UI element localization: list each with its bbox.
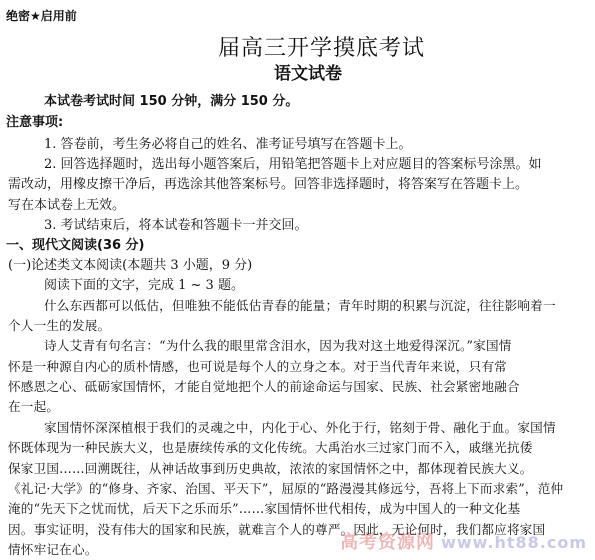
watermark-logo [340, 528, 587, 554]
passage-line: 情怀牢记在心。 [8, 541, 98, 557]
confidential-label: 绝密★启用前 [6, 9, 77, 23]
notes-heading: 注意事项: [6, 115, 64, 131]
passage-line: 怀是一种源自内心的质朴情感，也可说是每个人的立身之本。对于当代青年来说，只有常 [8, 358, 507, 374]
note-item-3: 3. 考试结束后，将本试卷和答题卡一并交回。 [44, 218, 308, 234]
note-item-2-line-1: 2. 回答选择题时，选出每小题答案后，用铅笔把答题卡上对应题目的答案标号涂黑。如 [44, 156, 542, 172]
watermark-url: www.ht88.com [441, 533, 587, 552]
reading-instruction: 阅读下面的文字，完成 1 ~ 3 题。 [44, 278, 244, 294]
passage-line: 《礼记·大学》的“修身、齐家、治国、平天下”，屈原的“路漫漫其修远兮，吾将上下而求索”，范仲 [8, 480, 564, 496]
passage-line: 保家卫国……回溯既往，从神话故事到历史典故，浓浓的家国情怀之中，都体现着民族大义。 [8, 460, 533, 476]
watermark-site: 高考资源网 [340, 532, 436, 553]
exam-title: 届高三开学摸底考试 [218, 36, 426, 61]
section-1-heading: 一、现代文阅读(36 分) [6, 238, 145, 254]
exam-info: 本试卷考试时间 150 分钟，满分 150 分。 [44, 94, 299, 109]
passage-line: 家国情怀深深植根于我们的灵魂之中，内化于心、外化于行，铭刻于骨、融化于血。家国情 [44, 419, 556, 435]
passage-line: 怀感恩之心、砥砺家国情怀，才能自觉地把个人的前途命运与国家、民族、社会紧密地融合 [8, 379, 520, 395]
passage-line: 诗人艾青有句名言：“为什么我的眼里常含泪水，因为我对这土地爱得深沉。”家国情 [44, 338, 512, 354]
section-1-part-1: (一)论述类文本阅读(本题共 3 小题，9 分) [8, 257, 253, 273]
exam-subtitle: 语文试卷 [274, 64, 342, 84]
note-item-2-line-3: 写在本试卷上无效。 [8, 197, 126, 213]
note-item-1: 1. 答卷前，考生务必将自己的姓名、准考证号填写在答题卡上。 [44, 136, 412, 152]
passage-line: 怀既体现为一种民族大义，也是赓续传承的文化传统。大禹治水三过家门而不入，戚继光抗倭 [8, 440, 533, 456]
passage-line: 因。事实证明，没有伟大的国家和民族，就难言个人的尊严。因此，无论何时，我们都应将家国 [8, 521, 546, 537]
passage-line: 什么东西都可以低估，但唯独不能低估青春的能量；青年时期的积累与沉淀，往往影响着一 [44, 297, 556, 313]
passage-line: 淹的“先天下之忧而忧，后天下之乐而乐”……家国情怀世代相传，成为中国人的一种文化基 [8, 501, 521, 517]
passage-line: 在一起。 [8, 399, 60, 415]
note-item-2-line-2: 需改动，用橡皮擦干净后，再选涂其他答案标号。回答非选择题时，将答案写在答题卡上。 [8, 177, 529, 193]
passage-line: 个人一生的发展。 [8, 317, 111, 333]
